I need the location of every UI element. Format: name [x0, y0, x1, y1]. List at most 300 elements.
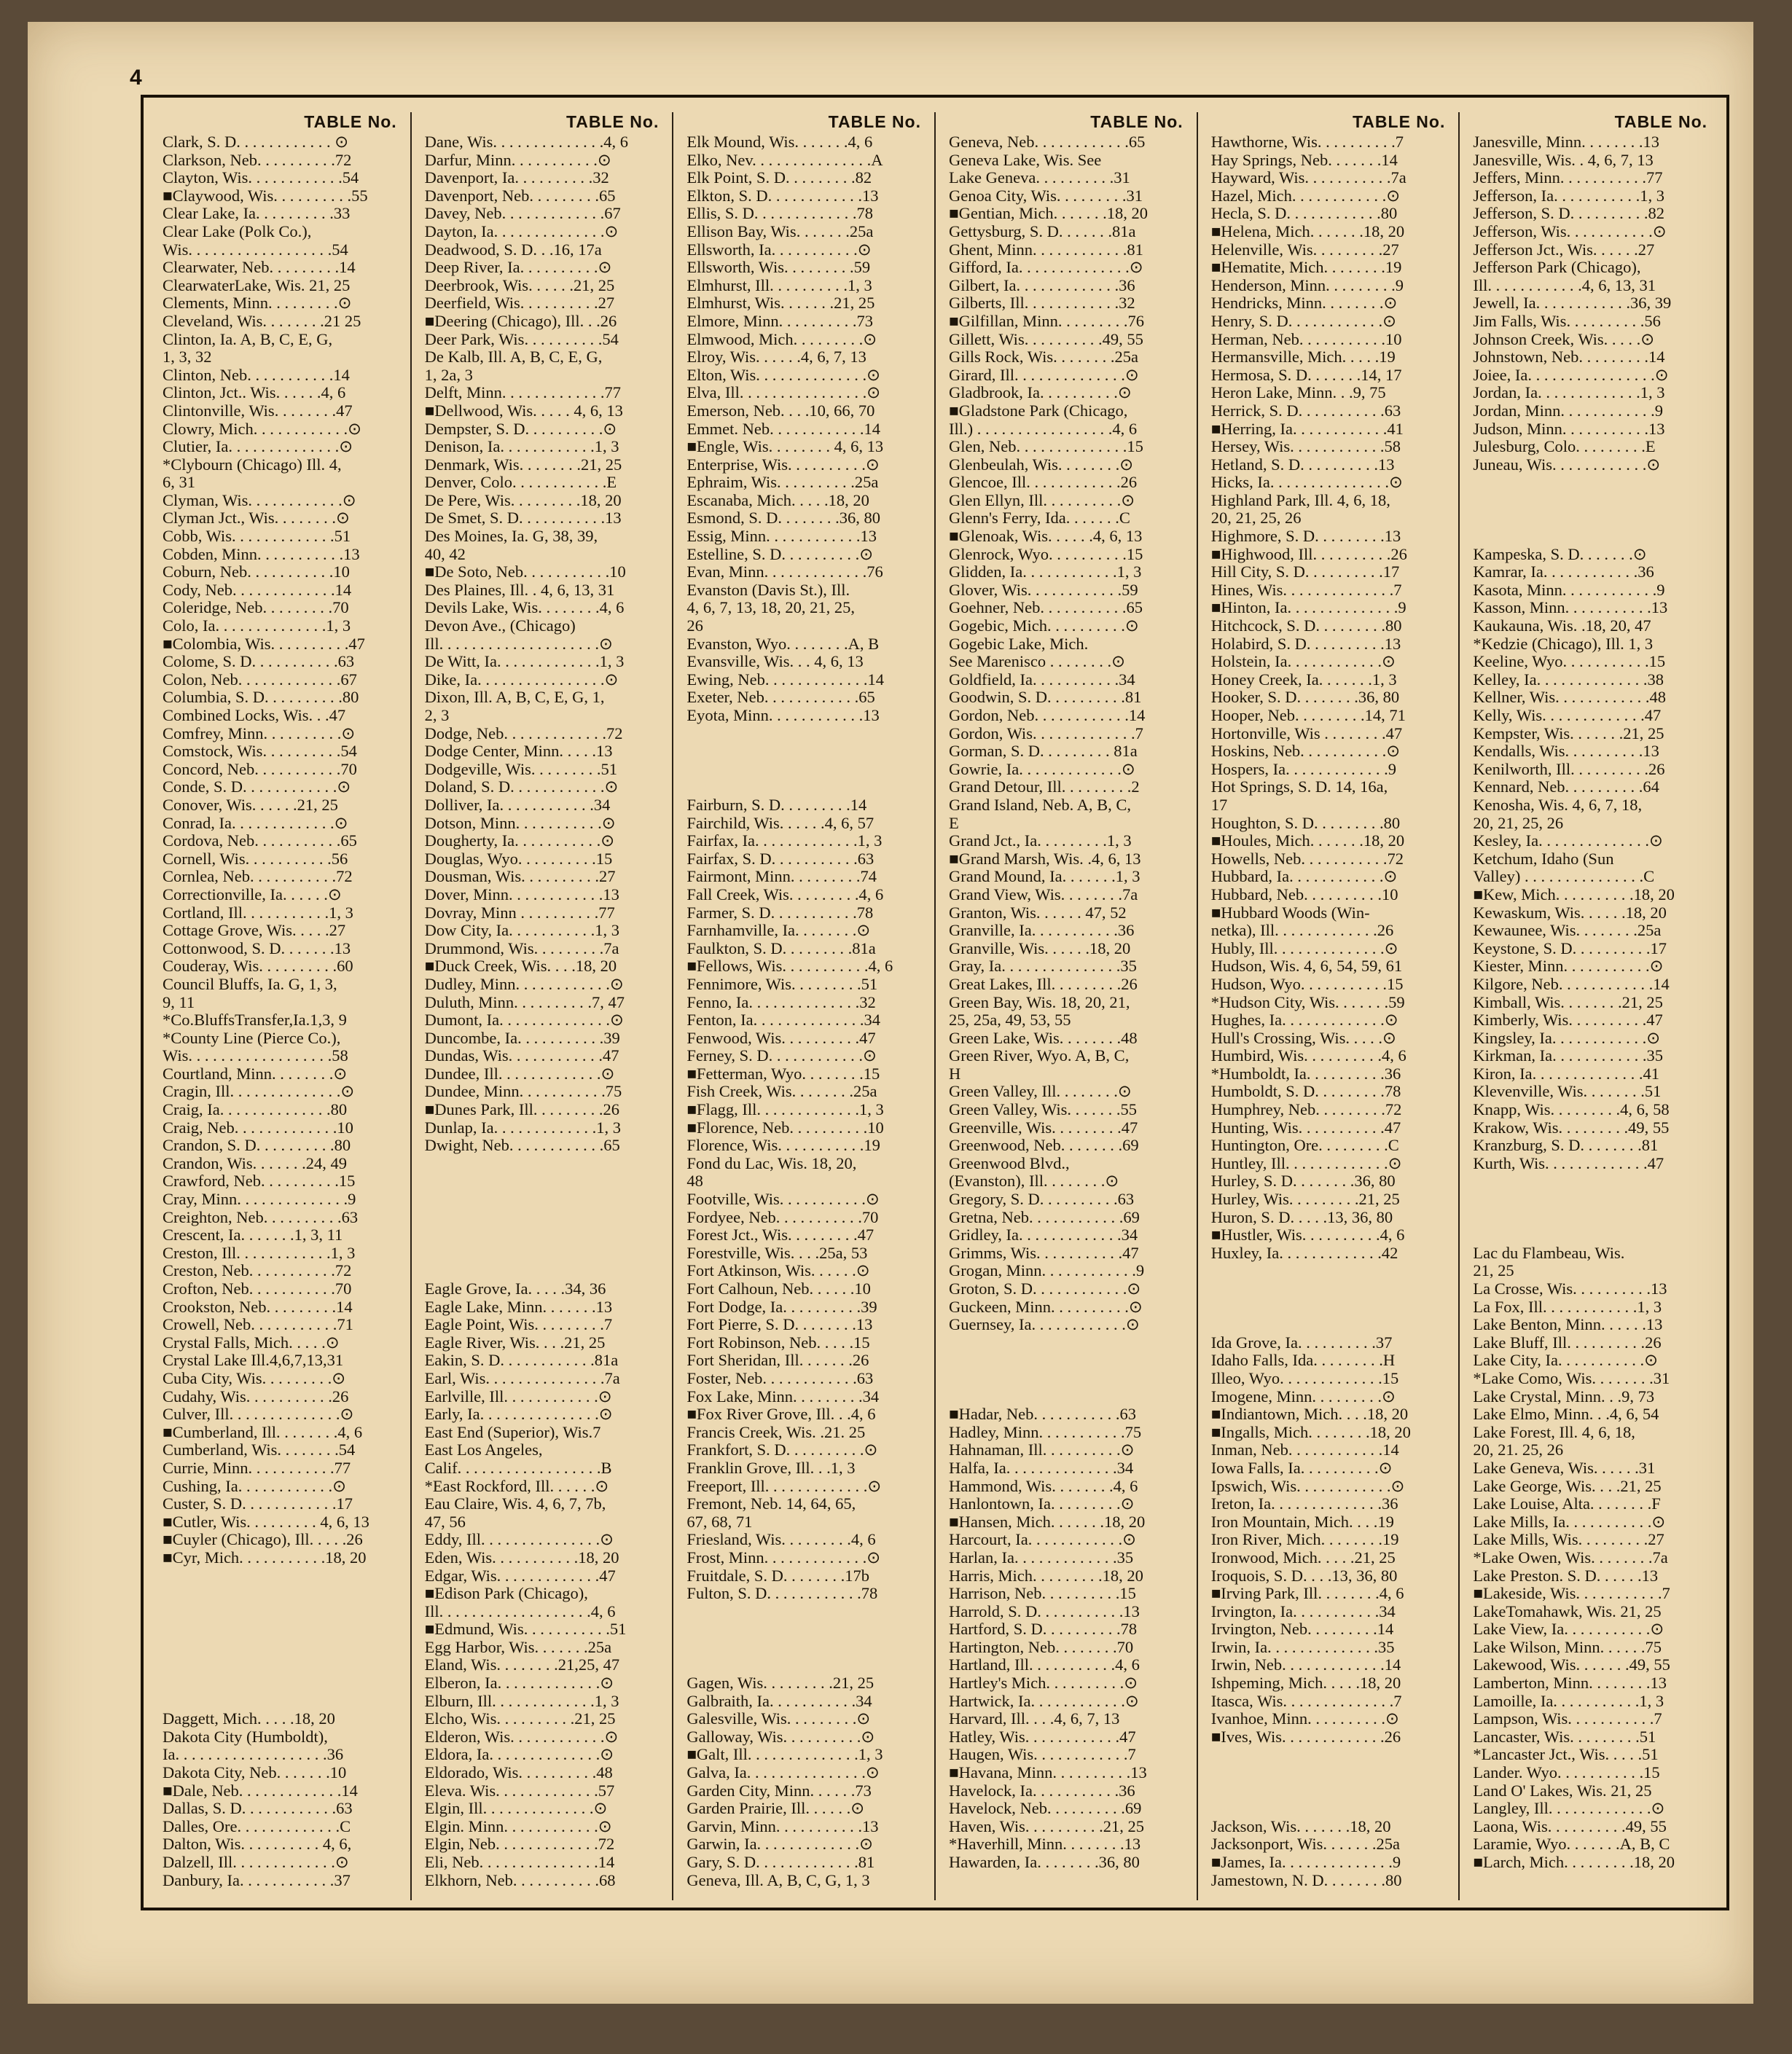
index-entry: Fort Dodge, Ia. . . . . . . . . .39: [686, 1298, 877, 1316]
index-entry: Edgar, Wis. . . . . . . . . . . . .47: [424, 1567, 616, 1585]
index-entry: [1211, 1280, 1446, 1298]
index-entry: Galbraith, Ia. . . . . . . . . . .34: [686, 1692, 872, 1710]
index-entry: [425, 1191, 660, 1209]
index-entry: Farmer, S. D. . . . . . . . . . .78: [686, 903, 874, 922]
index-entry: Gilberts, Ill. . . . . . . . . . . .32: [949, 294, 1135, 313]
index-entry: Duluth, Minn. . . . . . . . . .7, 47: [424, 993, 625, 1011]
index-entry: Hortonville, Wis . . . . . . . .47: [1210, 724, 1403, 742]
index-entry: Galesville, Wis. . . . . . . . .⊙: [686, 1710, 871, 1728]
index-entry: Glenbeulah, Wis. . . . . . . .⊙: [949, 455, 1134, 474]
index-entry: Kempster, Wis. . . . . . .21, 25: [1473, 724, 1664, 742]
index-entry: Iowa Falls, Ia. . . . . . . . . .⊙: [1210, 1459, 1393, 1477]
index-entry: Calif. . . . . . . . . . . . . . . . . .B: [424, 1459, 612, 1477]
index-entry: Kilgore, Neb. . . . . . . . . . . .14: [1473, 975, 1670, 993]
index-entry: Ill. . . . . . . . . . . .4, 6, 13, 31: [1473, 276, 1656, 294]
index-entry: Clutier, Ia. . . . . . . . . . . . . .⊙: [163, 438, 353, 456]
index-entry: Fond du Lac, Wis. 18, 20,: [686, 1154, 857, 1172]
index-entry: Clements, Minn. . . . . . . . .⊙: [163, 294, 352, 313]
index-entry: Fulton, S. D. . . . . . . . . . . .78: [686, 1585, 878, 1603]
index-entry: Fort Pierre, S. D. . . . . . . .13: [686, 1316, 873, 1334]
index-entry: Ellsworth, Wis. . . . . . . . .59: [686, 259, 871, 277]
index-entry: Lac du Flambeau, Wis.: [1473, 1244, 1625, 1262]
index-entry: Hill City, S. D. . . . . . . . . .17: [1210, 563, 1400, 581]
index-entry: Glen, Neb. . . . . . . . . . . . . .15: [949, 438, 1143, 456]
index-entry: De Witt, Ia. . . . . . . . . . . . .1, 3: [424, 653, 625, 671]
index-entry: *Lake Como, Wis. . . . . . . .31: [1473, 1369, 1670, 1387]
index-entry: Lake Mills, Ia. . . . . . . . . . .⊙: [1473, 1513, 1666, 1531]
index-entry: [686, 1620, 921, 1639]
index-entry: Columbia, S. D. . . . . . . . . .80: [163, 689, 359, 707]
index-entry: Gregory, S. D. . . . . . . . . .63: [949, 1191, 1135, 1209]
index-entry: Kasota, Minn. . . . . . . . . . . .9: [1473, 581, 1665, 599]
index-entry: Goehner, Neb. . . . . . . . . . .65: [949, 599, 1143, 617]
index-entry: Deerbrook, Wis. . . . . .21, 25: [424, 276, 615, 294]
index-entry: Grimms, Wis. . . . . . . . . . .47: [949, 1244, 1139, 1262]
index-entry: Frost, Minn. . . . . . . . . . . . .⊙: [686, 1548, 881, 1567]
index-entry: Hayward, Wis. . . . . . . . . . .7a: [1210, 169, 1406, 187]
index-entry: ■Engle, Wis. . . . . . . . 4, 6, 13: [686, 438, 884, 456]
index-entry: ■Colombia, Wis. . . . . . . . . .47: [163, 635, 365, 653]
index-entry: ■Hinton, Ia. . . . . . . . . . . . . .9: [1210, 599, 1406, 617]
index-entry: Green Bay, Wis. 18, 20, 21,: [949, 993, 1130, 1011]
index-entry: Irvington, Neb. . . . . . . . .14: [1210, 1620, 1394, 1639]
index-entry: Hubbard, Neb. . . . . . . . . .10: [1210, 885, 1398, 903]
index-entry: Denison, Ia. . . . . . . . . . . .1, 3: [424, 438, 619, 456]
index-entry: Grand Mound, Ia. . . . . . .1, 3: [949, 868, 1140, 886]
index-entry: Cornell, Wis. . . . . . . . . . .56: [163, 850, 348, 868]
index-entry: Lamberton, Minn. . . . . . . .13: [1473, 1674, 1667, 1693]
index-entry: Clowry, Mich. . . . . . . . . . . .⊙: [163, 420, 362, 438]
index-entry: Dundas, Wis. . . . . . . . . . . .47: [424, 1047, 619, 1065]
index-entry: ■Herring, Ia. . . . . . . . . . . .41: [1210, 420, 1404, 438]
index-entry: Kewaunee, Wis. . . . . . . .25a: [1473, 922, 1662, 940]
index-entry: ■Fellows, Wis. . . . . . . . . . .4, 6: [686, 957, 893, 976]
index-entry: Hurley, Wis. . . . . . . . .21, 25: [1210, 1191, 1400, 1209]
index-entry: Eland, Wis. . . . . . . .21,25, 47: [424, 1656, 620, 1674]
index-entry: Gary, S. D. . . . . . . . . . . . .81: [686, 1854, 875, 1871]
index-entry: Elgin, Neb. . . . . . . . . . . . .72: [424, 1835, 615, 1854]
index-entry: Howells, Neb. . . . . . . . . . .72: [1210, 850, 1404, 868]
column-header: TABLE No.: [828, 112, 922, 131]
index-entry: Harcourt, Ia. . . . . . . . . . . .⊙: [949, 1531, 1136, 1549]
index-entry: Cray, Minn. . . . . . . . . . . . . .9: [163, 1191, 356, 1209]
index-entry: [1473, 509, 1707, 528]
index-entry: Elroy, Wis. . . . . .4, 6, 7, 13: [686, 348, 866, 366]
index-entry: Hudson, Wis. 4, 6, 54, 59, 61: [1210, 957, 1403, 976]
index-entry: Lake City, Ia. . . . . . . . . . .⊙: [1473, 1352, 1658, 1370]
index-entry: [425, 1155, 660, 1173]
index-entry: Clearwater, Neb. . . . . . . . .14: [163, 259, 356, 277]
index-entry: ■Cumberland, Ill. . . . . . . .4, 6: [163, 1423, 363, 1441]
index-entry: Dodgeville, Wis. . . . . . . . .51: [424, 760, 617, 778]
index-entry: Kenilworth, Ill. . . . . . . . . .26: [1473, 760, 1665, 778]
index-entry: Estelline, S. D. . . . . . . . . .⊙: [686, 545, 874, 563]
index-entry: Clinton, Ia. A, B, C, E, G,: [163, 330, 333, 348]
column-3: [673, 112, 936, 1900]
index-entry: [686, 761, 921, 779]
index-entry: *Lake Owen, Wis. . . . . . . .7a: [1473, 1548, 1668, 1567]
index-entry: *Clybourn (Chicago) Ill. 4,: [163, 455, 342, 474]
index-entry: Des Plaines, Ill. . 4, 6, 13, 31: [424, 581, 615, 599]
index-entry: [1211, 1800, 1446, 1818]
index-entry: Faulkton, S. D. . . . . . . . .81a: [686, 939, 876, 957]
index-entry: Elmwood, Mich. . . . . . . . .⊙: [686, 330, 877, 348]
index-entry: ■Florence, Neb. . . . . . . . . .10: [686, 1118, 884, 1137]
index-entry: Custer, S. D. . . . . . . . . . . .17: [163, 1495, 353, 1513]
index-entry: Davey, Neb. . . . . . . . . . . . .67: [424, 205, 621, 223]
index-entry: Cragin, Ill. . . . . . . . . . . . . .⊙: [163, 1083, 355, 1101]
index-entry: ■Lakeside, Wis. . . . . . . . . . .7: [1473, 1585, 1670, 1603]
index-entry: Friesland, Wis. . . . . . . . .4, 6: [686, 1531, 876, 1549]
index-entry: Iron Mountain, Mich. . . .19: [1210, 1513, 1394, 1531]
index-entry: Dovray, Minn . . . . . . . . . .77: [424, 903, 615, 922]
index-entry: Dallas, S. D. . . . . . . . . . . .63: [163, 1800, 353, 1818]
index-entry: Dougherty, Ia. . . . . . . . . . .⊙: [424, 832, 615, 850]
index-entry: [1211, 1262, 1446, 1280]
index-entry: Esmond, S. D. . . . . . . .36, 80: [686, 509, 880, 528]
index-entry: Clintonville, Wis. . . . . . . .47: [163, 401, 353, 420]
index-entry: ■Ives, Wis. . . . . . . . . . . . .26: [1210, 1728, 1401, 1746]
index-entry: ■Cuyler (Chicago), Ill. . . . .26: [163, 1531, 363, 1549]
index-entry: Dow City, Ia. . . . . . . . . . .1, 3: [424, 922, 619, 940]
index-entry: Evanston, Wyo. . . . . . . .A, B: [686, 635, 880, 653]
index-entry: Conover, Wis. . . . . .21, 25: [163, 796, 338, 814]
index-entry: Eagle Grove, Ia. . . . .34, 36: [424, 1280, 606, 1298]
index-entry: Cuba City, Wis. . . . . . . . .⊙: [163, 1369, 346, 1387]
index-entry: Darfur, Minn. . . . . . . . . . .⊙: [424, 151, 611, 169]
station-index-table: [141, 95, 1729, 1910]
index-entry: Land O' Lakes, Wis. 21, 25: [1473, 1781, 1652, 1800]
index-entry: Huntington, Ore. . . . . . . . .C: [1210, 1137, 1399, 1155]
index-entry: Hawarden, Ia. . . . . . . .36, 80: [949, 1854, 1140, 1871]
index-entry: Fort Atkinson, Wis. . . . . .⊙: [686, 1262, 870, 1280]
index-entry: Foster, Neb. . . . . . . . . . . .63: [686, 1369, 874, 1387]
index-entry: Honey Creek, Ia. . . . . . .1, 3: [1210, 670, 1397, 689]
index-entry: Gretna, Neb. . . . . . . . . . . .69: [949, 1208, 1140, 1226]
index-entry: Dakota City (Humboldt),: [163, 1728, 328, 1746]
index-entry: Kimball, Wis. . . . . . . .21, 25: [1473, 993, 1663, 1011]
index-entry: Inman, Neb. . . . . . . . . . . .14: [1210, 1441, 1399, 1459]
index-entry: Dike, Ia. . . . . . . . . . . . . . . .⊙: [424, 670, 619, 689]
index-entry: Des Moines, Ia. G, 38, 39,: [424, 528, 598, 546]
index-entry: Elburn, Ill. . . . . . . . . . . . .1, 3: [424, 1692, 619, 1710]
index-entry: Garden City, Minn. . . . . .73: [686, 1781, 872, 1800]
index-entry: Kennard, Neb. . . . . . . . . .64: [1473, 778, 1659, 796]
index-entry: [163, 1639, 397, 1657]
index-entry: Green River, Wyo. A, B, C,: [949, 1047, 1130, 1065]
index-entry: Douglas, Wyo. . . . . . . . . .15: [424, 850, 613, 868]
index-entry: Harlan, Ia. . . . . . . . . . . . .35: [949, 1548, 1134, 1567]
index-entry: Franklin Grove, Ill. . .1, 3: [686, 1459, 856, 1477]
index-entry: Colo, Ia. . . . . . . . . . . . . .1, 3: [163, 617, 351, 635]
index-entry: ClearwaterLake, Wis. 21, 25: [163, 276, 351, 294]
index-entry: Janesville, Wis. . 4, 6, 7, 13: [1473, 151, 1654, 169]
index-entry: ■Dunes Park, Ill. . . . . . . . .26: [424, 1101, 619, 1119]
index-entry: Eyota, Minn. . . . . . . . . . . .13: [686, 707, 880, 724]
index-entry: Gills Rock, Wis. . . . . . . .25a: [949, 348, 1138, 366]
index-entry: [1211, 1764, 1446, 1782]
index-entry: Gillett, Wis. . . . . . . . . .49, 55: [949, 330, 1143, 348]
index-entry: Lake Geneva, Wis. . . . . .31: [1473, 1459, 1656, 1477]
index-entry: Wis. . . . . . . . . . . . . . . . . .54: [163, 240, 348, 259]
index-entry: Harvard, Ill. . . .4, 6, 7, 13: [949, 1710, 1120, 1728]
index-entry: Escanaba, Mich. . . . .18, 20: [686, 491, 869, 509]
index-entry: 20, 21. 25, 26: [1473, 1441, 1564, 1459]
index-entry: ■James, Ia. . . . . . . . . . . . . .9: [1210, 1854, 1401, 1871]
index-entry: Jefferson Park (Chicago),: [1473, 259, 1641, 277]
index-entry: Kiron, Ia. . . . . . . . . . . . . .41: [1473, 1065, 1659, 1083]
index-entry: Green Lake, Wis. . . . . . . .48: [949, 1029, 1138, 1047]
index-entry: Garden Prairie, Ill. . . . . .⊙: [686, 1800, 865, 1818]
index-entry: Knapp, Wis. . . . . . . . .4, 6, 58: [1473, 1101, 1670, 1119]
index-entry: Hartland, Ill. . . . . . . . . . .4, 6: [949, 1656, 1140, 1674]
index-entry: [1473, 1191, 1707, 1209]
index-entry: Elmore, Minn. . . . . . . . . .73: [686, 312, 873, 330]
index-entry: Keystone, S. D. . . . . . . . . .17: [1473, 939, 1667, 957]
index-entry: Denver, Colo. . . . . . . . . . . .E: [424, 474, 617, 492]
index-entry: Hecla, S. D. . . . . . . . . . . .80: [1210, 205, 1398, 223]
index-entry: Hughes, Ia. . . . . . . . . . . . .⊙: [1210, 1011, 1398, 1030]
index-entry: Grand Detour, Ill. . . . . . . . .2: [949, 778, 1140, 796]
index-entry: Elton, Wis. . . . . . . . . . . . . .⊙: [686, 366, 881, 384]
index-entry: Farnhamville, Ia. . . . . . . .⊙: [686, 922, 871, 940]
index-entry: Gettysburg, S. D. . . . . . .81a: [949, 222, 1136, 240]
index-entry: Ill.) . . . . . . . . . . . . . . . . .4, 6: [949, 420, 1138, 438]
index-entry: Deerfield, Wis. . . . . . . . . .27: [424, 294, 615, 313]
index-entry: Ellis, S. D. . . . . . . . . . . . .78: [686, 205, 873, 223]
index-entry: Guernsey, Ia. . . . . . . . . . . .⊙: [949, 1316, 1140, 1334]
index-entry: Emmet. Neb. . . . . . . . . . . .14: [686, 420, 880, 438]
index-entry: ■Fetterman, Wyo. . . . . . . .15: [686, 1065, 880, 1083]
index-entry: ■Fox River Grove, Ill. . .4, 6: [686, 1406, 876, 1424]
index-entry: [686, 1656, 921, 1674]
index-entry: Irwin, Ia. . . . . . . . . . . . . .35: [1210, 1638, 1395, 1656]
index-entry: See Marenisco . . . . . . . .⊙: [949, 653, 1125, 671]
index-entry: Elderon, Wis. . . . . . . . . . . .⊙: [424, 1728, 619, 1746]
index-entry: Ida Grove, Ia. . . . . . . . . .37: [1210, 1333, 1393, 1352]
index-entry: 20, 21, 25, 26: [1473, 814, 1564, 832]
index-entry: Fenwood, Wis. . . . . . . . . .47: [686, 1029, 876, 1047]
index-entry: Craig, Ia. . . . . . . . . . . . . .80: [163, 1101, 348, 1119]
index-entry: Heron Lake, Minn. . .9, 75: [1210, 384, 1386, 402]
index-entry: Kirkman, Ia. . . . . . . . . . . .35: [1473, 1047, 1663, 1065]
column-2: [412, 112, 674, 1900]
index-entry: Cobb, Wis. . . . . . . . . . . . .51: [163, 528, 351, 546]
index-entry: Lake Bluff, Ill. . . . . . . . . .26: [1473, 1333, 1662, 1352]
index-entry: Forestville, Wis. . . .25a, 53: [686, 1244, 868, 1262]
index-entry: Hurley, S. D. . . . . . . .36, 80: [1210, 1172, 1396, 1191]
index-entry: Goldfield, Ia. . . . . . . . . . .34: [949, 670, 1135, 689]
index-entry: Ill. . . . . . . . . . . . . . . . . . .4, 6: [424, 1602, 616, 1620]
index-entry: Kellner, Wis. . . . . . . . . . . .48: [1473, 689, 1666, 707]
index-entry: ■Galt, Ill. . . . . . . . . . . . . .1, 3: [686, 1746, 883, 1764]
index-entry: Crookston, Neb. . . . . . . . .14: [163, 1298, 353, 1316]
index-entry: Drummond, Wis. . . . . . . . .7a: [424, 939, 619, 957]
index-entry: Cushing, Ia. . . . . . . . . . . .⊙: [163, 1477, 346, 1495]
index-entry: Valley) . . . . . . . . . . . . . . .C: [1473, 868, 1655, 886]
index-entry: Gladbrook, Ia. . . . . . . . . .⊙: [949, 384, 1132, 402]
index-entry: Lake Geneva. . . . . . . . . .31: [949, 169, 1130, 187]
index-entry: Irwin, Neb. . . . . . . . . . . . .14: [1210, 1656, 1401, 1674]
index-entry: ■Flagg, Ill. . . . . . . . . . . . .1, 3: [686, 1101, 884, 1119]
index-entry: Elva, Ill. . . . . . . . . . . . . . . .⊙: [686, 384, 881, 402]
page-number: 4: [130, 66, 142, 90]
index-entry: Ellsworth, Ia. . . . . . . . . . .⊙: [686, 240, 872, 259]
index-entry: Ia. . . . . . . . . . . . . . . . . . .36: [163, 1746, 344, 1764]
index-entry: ■Irving Park, Ill. . . . . . . .4, 6: [1210, 1585, 1404, 1603]
index-entry: Francis Creek, Wis. .21. 25: [686, 1423, 866, 1441]
index-entry: Forest Jct., Wis. . . . . . . . .47: [686, 1226, 875, 1244]
index-entry: [163, 1567, 397, 1585]
column-6: [1460, 112, 1721, 1900]
index-entry: Garvin, Minn. . . . . . . . . . .13: [686, 1817, 879, 1835]
index-entry: Hines, Wis. . . . . . . . . . . . . .7: [1210, 581, 1402, 599]
index-entry: Hanlontown, Ia. . . . . . . . .⊙: [949, 1495, 1135, 1513]
index-entry: Green Valley, Ill. . . . . . . .⊙: [949, 1083, 1132, 1101]
index-entry: Hermosa, S. D. . . . . . .14, 17: [1210, 366, 1402, 384]
index-entry: Gordon, Wis. . . . . . . . . . . . .7: [949, 724, 1143, 742]
index-entry: ■Ingalls, Mich. . . . . . . .18, 20: [1210, 1423, 1411, 1441]
index-entry: Hetland, S. D. . . . . . . . . .13: [1210, 455, 1395, 474]
index-entry: [949, 1388, 1183, 1406]
index-entry: Coleridge, Neb. . . . . . . . .70: [163, 599, 349, 617]
index-entry: Duncombe, Ia. . . . . . . . . . .39: [424, 1029, 620, 1047]
index-entry: Galva, Ia. . . . . . . . . . . . . . .⊙: [686, 1764, 880, 1782]
index-entry: [1473, 528, 1707, 546]
index-entry: Geneva Lake, Wis. See: [949, 151, 1102, 169]
column-header: TABLE No.: [1614, 112, 1708, 131]
index-entry: Lake Crystal, Minn. . .9, 73: [1473, 1387, 1655, 1406]
index-entry: Fox Lake, Minn. . . . . . . . .34: [686, 1387, 880, 1406]
index-entry: Eagle Point, Wis. . . . . . . . .7: [424, 1316, 613, 1334]
index-entry: Deer Park, Wis. . . . . . . . . .54: [424, 330, 619, 348]
index-entry: 21, 25: [1473, 1262, 1514, 1280]
index-entry: Devils Lake, Wis. . . . . . . .4, 6: [424, 599, 625, 617]
index-entry: ■Grand Marsh, Wis. .4, 6, 13: [949, 850, 1141, 868]
index-entry: [686, 742, 921, 761]
index-entry: Ferney, S. D. . . . . . . . . . . .⊙: [686, 1047, 877, 1065]
index-entry: Kurth, Wis. . . . . . . . . . . . .47: [1473, 1154, 1664, 1172]
index-entry: [686, 1603, 921, 1621]
index-entry: Krakow, Wis. . . . . . . . .49, 55: [1473, 1118, 1670, 1137]
index-entry: Joiee, Ia. . . . . . . . . . . . . . . .⊙: [1473, 366, 1669, 384]
index-entry: 6, 31: [163, 474, 195, 492]
index-entry: East Los Angeles,: [424, 1441, 543, 1459]
index-entry: Ewing, Neb. . . . . . . . . . . . .14: [686, 670, 884, 689]
index-entry: ■Hadar, Neb. . . . . . . . . . .63: [949, 1406, 1137, 1424]
index-entry: [425, 1244, 660, 1263]
index-entry: [686, 1639, 921, 1657]
index-entry: Hooker, S. D. . . . . . . .36, 80: [1210, 689, 1400, 707]
index-entry: Danbury, Ia. . . . . . . . . . . .37: [163, 1871, 351, 1889]
index-entry: Great Lakes, Ill. . . . . . . . .26: [949, 975, 1138, 993]
index-entry: Enterprise, Wis. . . . . . . . . .⊙: [686, 455, 880, 474]
index-entry: Hartford, S. D. . . . . . . . . .78: [949, 1620, 1138, 1639]
index-entry: Dousman, Wis. . . . . . . . . .27: [424, 868, 616, 886]
index-entry: Hammond, Wis. . . . . . . .4, 6: [949, 1477, 1138, 1495]
column-4: [936, 112, 1198, 1900]
index-entry: Cody, Neb. . . . . . . . . . . . .14: [163, 581, 352, 599]
index-entry: Cordova, Neb. . . . . . . . . . .65: [163, 832, 357, 850]
column-header: TABLE No.: [1352, 112, 1446, 131]
index-entry: Fremont, Neb. 14, 64, 65,: [686, 1495, 856, 1513]
index-entry: Cottage Grove, Wis. . . . .27: [163, 922, 346, 940]
index-entry: Fairfax, S. D. . . . . . . . . . .63: [686, 850, 875, 868]
index-entry: ■Cutler, Wis. . . . . . . . . 4, 6, 13: [163, 1513, 369, 1531]
index-entry: [949, 1352, 1183, 1370]
index-entry: *Haverhill, Minn. . . . . . . .13: [949, 1835, 1141, 1854]
index-entry: Kampeska, S. D. . . . . . .⊙: [1473, 545, 1647, 563]
index-entry: Fordyee, Neb. . . . . . . . . . .70: [686, 1208, 879, 1226]
index-entry: Laramie, Wyo. . . . . . .A, B, C: [1473, 1835, 1670, 1854]
index-entry: [163, 1585, 397, 1603]
index-entry: Dover, Minn. . . . . . . . . . . .13: [424, 885, 619, 903]
index-entry: Currie, Minn. . . . . . . . . . .77: [163, 1459, 351, 1477]
index-entry: Jeffers, Minn. . . . . . . . . . .77: [1473, 169, 1663, 187]
index-entry: Cudahy, Wis. . . . . . . . . . .26: [163, 1387, 349, 1406]
index-entry: Ghent, Minn. . . . . . . . . . . .81: [949, 240, 1143, 259]
index-entry: Correctionville, Ia. . . . . .⊙: [163, 885, 342, 903]
index-entry: Deadwood, S. D. . .16, 17a: [424, 240, 602, 259]
index-entry: Eldorado, Wis. . . . . . . . . .48: [424, 1764, 613, 1782]
index-entry: Exeter, Neb. . . . . . . . . . . .65: [686, 689, 875, 707]
index-entry: 48: [686, 1172, 703, 1191]
index-entry: Ill. . . . . . . . . . . . . . . . . . . .⊙: [424, 635, 613, 653]
index-entry: Lamoille, Ia. . . . . . . . . . .1, 3: [1473, 1692, 1664, 1710]
index-entry: Crandon, S. D. . . . . . . . . .80: [163, 1137, 351, 1155]
index-entry: Clear Lake (Polk Co.),: [163, 222, 312, 240]
index-entry: 1, 3, 32: [163, 348, 212, 366]
index-entry: Davenport, Ia. . . . . . . . . .32: [424, 169, 609, 187]
index-entry: Ironwood, Mich. . . . .21, 25: [1210, 1548, 1396, 1567]
index-entry: Council Bluffs, Ia. G, 1, 3,: [163, 975, 337, 993]
index-entry: Dixon, Ill. A, B, C, E, G, 1,: [424, 689, 605, 707]
index-entry: Crystal Lake Ill.4,6,7,13,31: [163, 1352, 344, 1370]
column-header: TABLE No.: [304, 112, 397, 131]
index-entry: Humphrey, Neb. . . . . . . . .72: [1210, 1101, 1402, 1119]
index-entry: Johnstown, Neb. . . . . . . . .14: [1473, 348, 1665, 366]
index-entry: Clyman Jct., Wis. . . . . . . .⊙: [163, 509, 350, 528]
index-entry: La Fox, Ill. . . . . . . . . . . .1, 3: [1473, 1298, 1662, 1316]
index-entry: Idaho Falls, Ida. . . . . . . . .H: [1210, 1352, 1396, 1370]
index-entry: Clinton, Neb. . . . . . . . . . .14: [163, 366, 350, 384]
index-entry: [163, 1656, 397, 1674]
index-entry: [163, 1693, 397, 1711]
index-entry: Grand Jct., Ia. . . . . . . . .1, 3: [949, 832, 1132, 850]
index-entry: Wis. . . . . . . . . . . . . . . . . .58: [163, 1047, 348, 1065]
index-entry: Dotson, Minn. . . . . . . . . . .⊙: [424, 814, 616, 832]
index-entry: Evanston (Davis St.), Ill.: [686, 581, 850, 599]
index-entry: Glenn's Ferry, Ida. . . . . . .C: [949, 509, 1130, 528]
index-entry: ■Larch, Mich. . . . . . . . .18, 20: [1473, 1854, 1675, 1871]
index-entry: Hooper, Neb. . . . . . . . .14, 71: [1210, 707, 1406, 724]
index-entry: Janesville, Minn. . . . . . . .13: [1473, 133, 1659, 151]
index-entry: 4, 6, 7, 13, 18, 20, 21, 25,: [686, 599, 855, 617]
index-entry: [1211, 1746, 1446, 1764]
index-entry: Footville, Wis. . . . . . . . . . .⊙: [686, 1191, 880, 1209]
column-5: [1198, 112, 1460, 1900]
index-entry: Dalton, Wis. . . . . . . . . . 4, 6,: [163, 1835, 352, 1854]
index-entry: [1473, 1226, 1707, 1244]
index-entry: Gorman, S. D. . . . . . . . . 81a: [949, 742, 1138, 761]
index-entry: Hermansville, Mich. . . . .19: [1210, 348, 1396, 366]
index-entry: Hatley, Wis. . . . . . . . . . . .47: [949, 1728, 1136, 1746]
index-entry: Cottonwood, S. D. . . . . . .13: [163, 939, 351, 957]
index-entry: Girard, Ill. . . . . . . . . . . . . .⊙: [949, 366, 1139, 384]
index-entry: Dodge, Neb. . . . . . . . . . . . .72: [424, 724, 623, 742]
index-entry: Kesley, Ia. . . . . . . . . . . . . .⊙: [1473, 832, 1663, 850]
index-entry: Herrick, S. D. . . . . . . . . . .63: [1210, 401, 1401, 420]
